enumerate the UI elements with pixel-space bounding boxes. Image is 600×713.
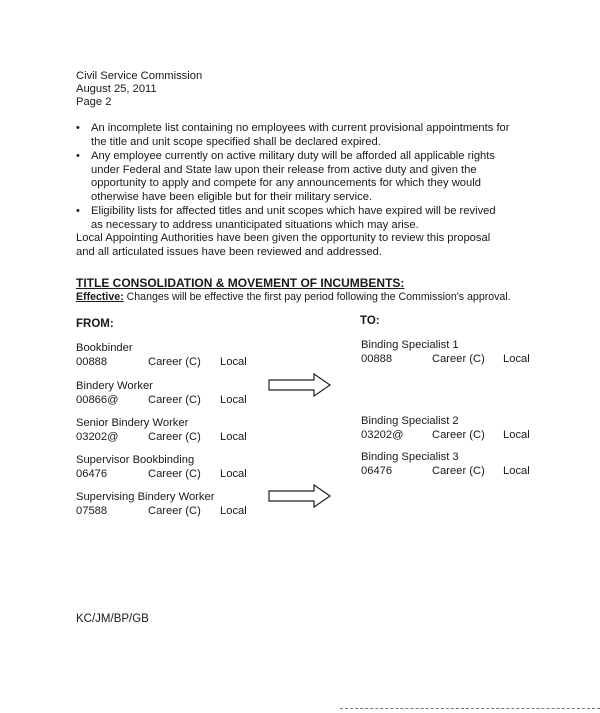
title-scope: Local	[220, 356, 247, 368]
effective-note	[76, 291, 511, 303]
title-code: 06476	[76, 468, 108, 480]
bullet-text-line: Eligibility lists for affected titles and unit scopes which have expired will be revived	[91, 205, 496, 217]
title-name: Supervising Bindery Worker	[76, 491, 215, 503]
from-title-entry	[76, 379, 276, 407]
title-details	[361, 464, 561, 478]
title-details	[76, 430, 276, 444]
to-column-heading: TO:	[360, 315, 380, 327]
title-status: Career (C)	[148, 505, 201, 517]
title-name: Binding Specialist 3	[361, 451, 459, 463]
title-code: 00888	[76, 356, 108, 368]
letter-date: August 25, 2011	[76, 83, 157, 95]
effective-text: Changes will be effective the first pay period following the Commission's approval.	[123, 291, 511, 303]
scan-edge-line	[340, 708, 600, 709]
title-status: Career (C)	[148, 431, 201, 443]
title-scope: Local	[220, 394, 247, 406]
from-title-entry	[76, 453, 276, 481]
right-arrow-icon	[268, 484, 332, 508]
bullet-list	[76, 122, 546, 233]
title-details	[361, 352, 561, 366]
title-details	[361, 428, 561, 442]
bullet-text-line: under Federal and State law upon their release from active duty and given the	[91, 163, 477, 176]
title-details	[76, 504, 276, 518]
title-status: Career (C)	[432, 465, 485, 477]
title-details	[76, 393, 276, 407]
title-status: Career (C)	[432, 353, 485, 365]
list-item	[76, 122, 546, 149]
to-title-entry	[361, 450, 561, 478]
from-title-entry	[76, 341, 276, 369]
sender-name: Civil Service Commission	[76, 70, 203, 82]
title-name: Binding Specialist 2	[361, 415, 459, 427]
to-title-entry	[361, 414, 561, 442]
title-details	[76, 467, 276, 481]
title-scope: Local	[503, 465, 530, 477]
title-status: Career (C)	[148, 356, 201, 368]
bullet-icon: •	[76, 150, 80, 162]
author-initials: KC/JM/BP/GB	[76, 613, 149, 625]
list-item	[76, 205, 546, 232]
bullet-text-line: the title and unit scope specified shall be declared expired.	[91, 135, 381, 148]
bullet-icon: •	[76, 122, 80, 134]
effective-label: Effective:	[76, 291, 124, 303]
title-details	[76, 355, 276, 369]
title-status: Career (C)	[148, 468, 201, 480]
title-status: Career (C)	[432, 429, 485, 441]
title-code: 00866@	[76, 394, 119, 406]
list-item	[76, 150, 546, 204]
bullet-text-line: as necessary to address unanticipated situations which may arise.	[91, 218, 419, 231]
from-column-heading: FROM:	[76, 318, 114, 330]
title-code: 03202@	[361, 429, 404, 441]
title-scope: Local	[220, 505, 247, 517]
from-title-entry	[76, 490, 276, 518]
title-name: Bookbinder	[76, 342, 133, 354]
to-title-entry	[361, 338, 561, 366]
title-scope: Local	[503, 429, 530, 441]
right-arrow-icon	[268, 373, 332, 397]
title-code: 03202@	[76, 431, 119, 443]
title-code: 00888	[361, 353, 393, 365]
title-code: 07588	[76, 505, 108, 517]
section-title: TITLE CONSOLIDATION & MOVEMENT OF INCUMBENTS:	[76, 276, 405, 290]
from-title-entry	[76, 416, 276, 444]
review-paragraph-line: Local Appointing Authorities have been given the opportunity to review this proposal	[76, 232, 491, 244]
bullet-icon: •	[76, 205, 80, 217]
title-name: Senior Bindery Worker	[76, 417, 189, 429]
title-name: Bindery Worker	[76, 380, 153, 392]
title-name: Binding Specialist 1	[361, 339, 459, 351]
title-scope: Local	[220, 468, 247, 480]
bullet-text-line: Any employee currently on active military duty will be afforded all applicable rights	[91, 150, 495, 162]
review-paragraph-line: and all articulated issues have been reviewed and addressed.	[76, 246, 382, 258]
title-name: Supervisor Bookbinding	[76, 454, 195, 466]
bullet-text-line: otherwise have been eligible but for their military service.	[91, 190, 373, 203]
page-number: Page 2	[76, 96, 112, 108]
bullet-text-line: An incomplete list containing no employees with current provisional appointments for	[91, 122, 510, 134]
title-status: Career (C)	[148, 394, 201, 406]
title-code: 06476	[361, 465, 393, 477]
title-scope: Local	[503, 353, 530, 365]
bullet-text-line: opportunity to apply and compete for any announcements for which they would	[91, 177, 481, 189]
title-scope: Local	[220, 431, 247, 443]
